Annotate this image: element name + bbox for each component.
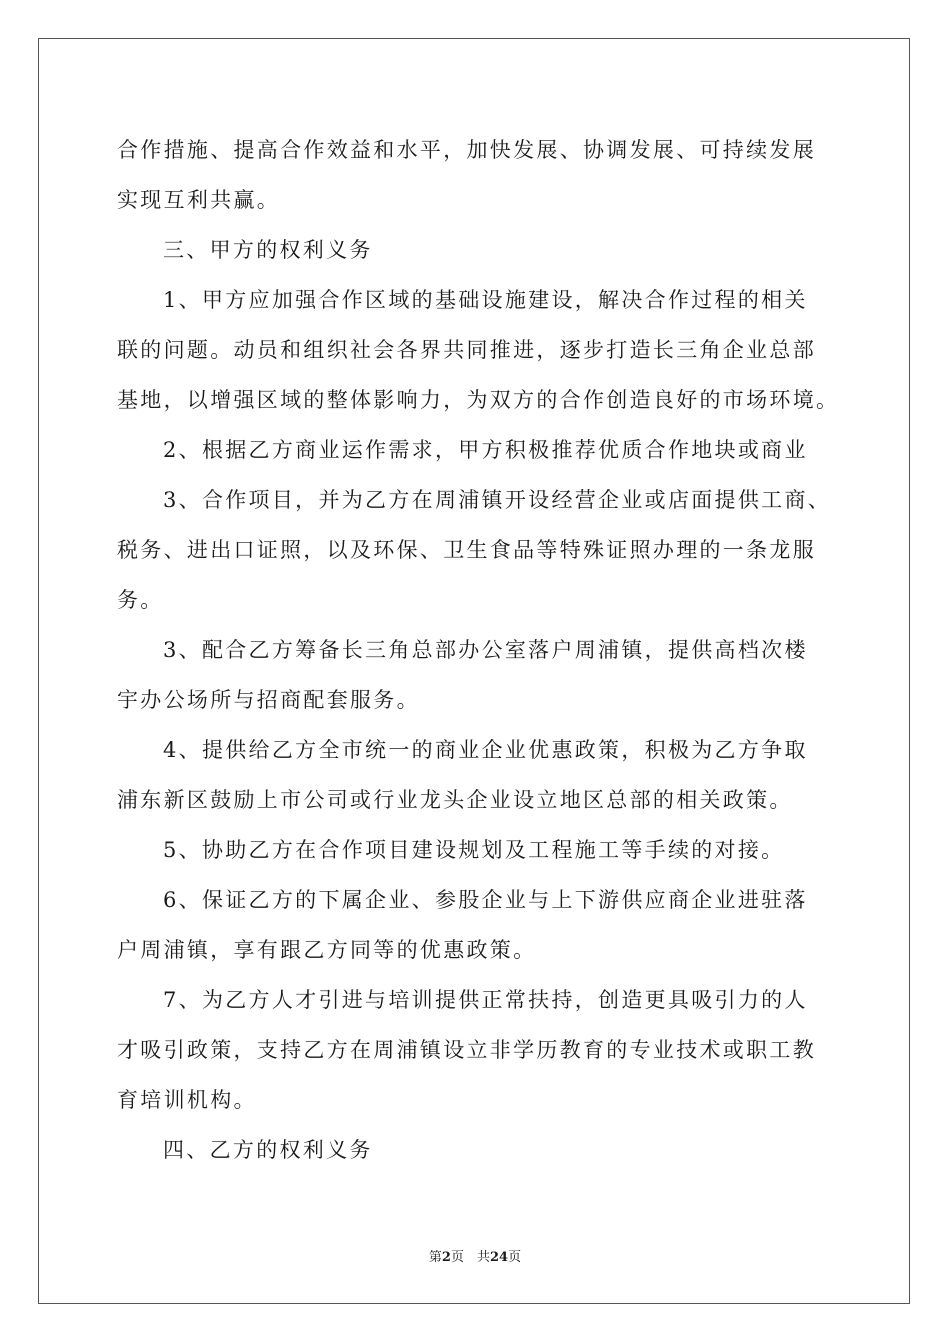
paragraph-line: 2、根据乙方商业运作需求，甲方积极推荐优质合作地块或商业 [163, 438, 808, 462]
paragraph-line: 浦东新区鼓励上市公司或行业龙头企业设立地区总部的相关政策。 [117, 788, 793, 812]
current-page-number: 2 [441, 1250, 451, 1265]
paragraph-line: 联的问题。动员和组织社会各界共同推进，逐步打造长三角企业总部 [117, 338, 816, 362]
paragraph-line: 宇办公场所与招商配套服务。 [117, 688, 420, 712]
paragraph-line: 育培训机构。 [117, 1088, 257, 1112]
page-border [38, 38, 910, 1304]
paragraph-line: 才吸引政策，支持乙方在周浦镇设立非学历教育的专业技术或职工教 [117, 1038, 816, 1062]
section-heading: 四、乙方的权利义务 [163, 1138, 373, 1162]
footer-mid: 页 共 [450, 1250, 490, 1265]
paragraph-line: 合作措施、提高合作效益和水平，加快发展、协调发展、可持续发展 [117, 138, 816, 162]
paragraph-line: 3、合作项目，并为乙方在周浦镇开设经营企业或店面提供工商、 [163, 488, 832, 512]
paragraph-line: 户周浦镇，享有跟乙方同等的优惠政策。 [117, 938, 537, 962]
paragraph-line: 7、为乙方人才引进与培训提供正常扶持，创造更具吸引力的人 [163, 988, 808, 1012]
paragraph-line: 1、甲方应加强合作区域的基础设施建设，解决合作过程的相关 [163, 288, 808, 312]
paragraph-line: 5、协助乙方在合作项目建设规划及工程施工等手续的对接。 [163, 838, 785, 862]
paragraph-line: 基地，以增强区域的整体影响力，为双方的合作创造良好的市场环境。 [117, 388, 840, 412]
paragraph-line: 4、提供给乙方全市统一的商业企业优惠政策，积极为乙方争取 [163, 738, 808, 762]
footer-prefix: 第 [428, 1250, 442, 1265]
total-page-number: 24 [489, 1250, 509, 1265]
paragraph-line: 实现互利共赢。 [117, 188, 281, 212]
section-heading: 三、甲方的权利义务 [163, 238, 373, 262]
paragraph-line: 3、配合乙方筹备长三角总部办公室落户周浦镇，提供高档次楼 [163, 638, 808, 662]
page-footer [0, 1250, 950, 1266]
paragraph-line: 6、保证乙方的下属企业、参股企业与上下游供应商企业进驻落 [163, 888, 808, 912]
footer-suffix: 页 [508, 1250, 522, 1265]
paragraph-line: 税务、进出口证照，以及环保、卫生食品等特殊证照办理的一条龙服 [117, 538, 816, 562]
paragraph-line: 务。 [117, 588, 164, 612]
